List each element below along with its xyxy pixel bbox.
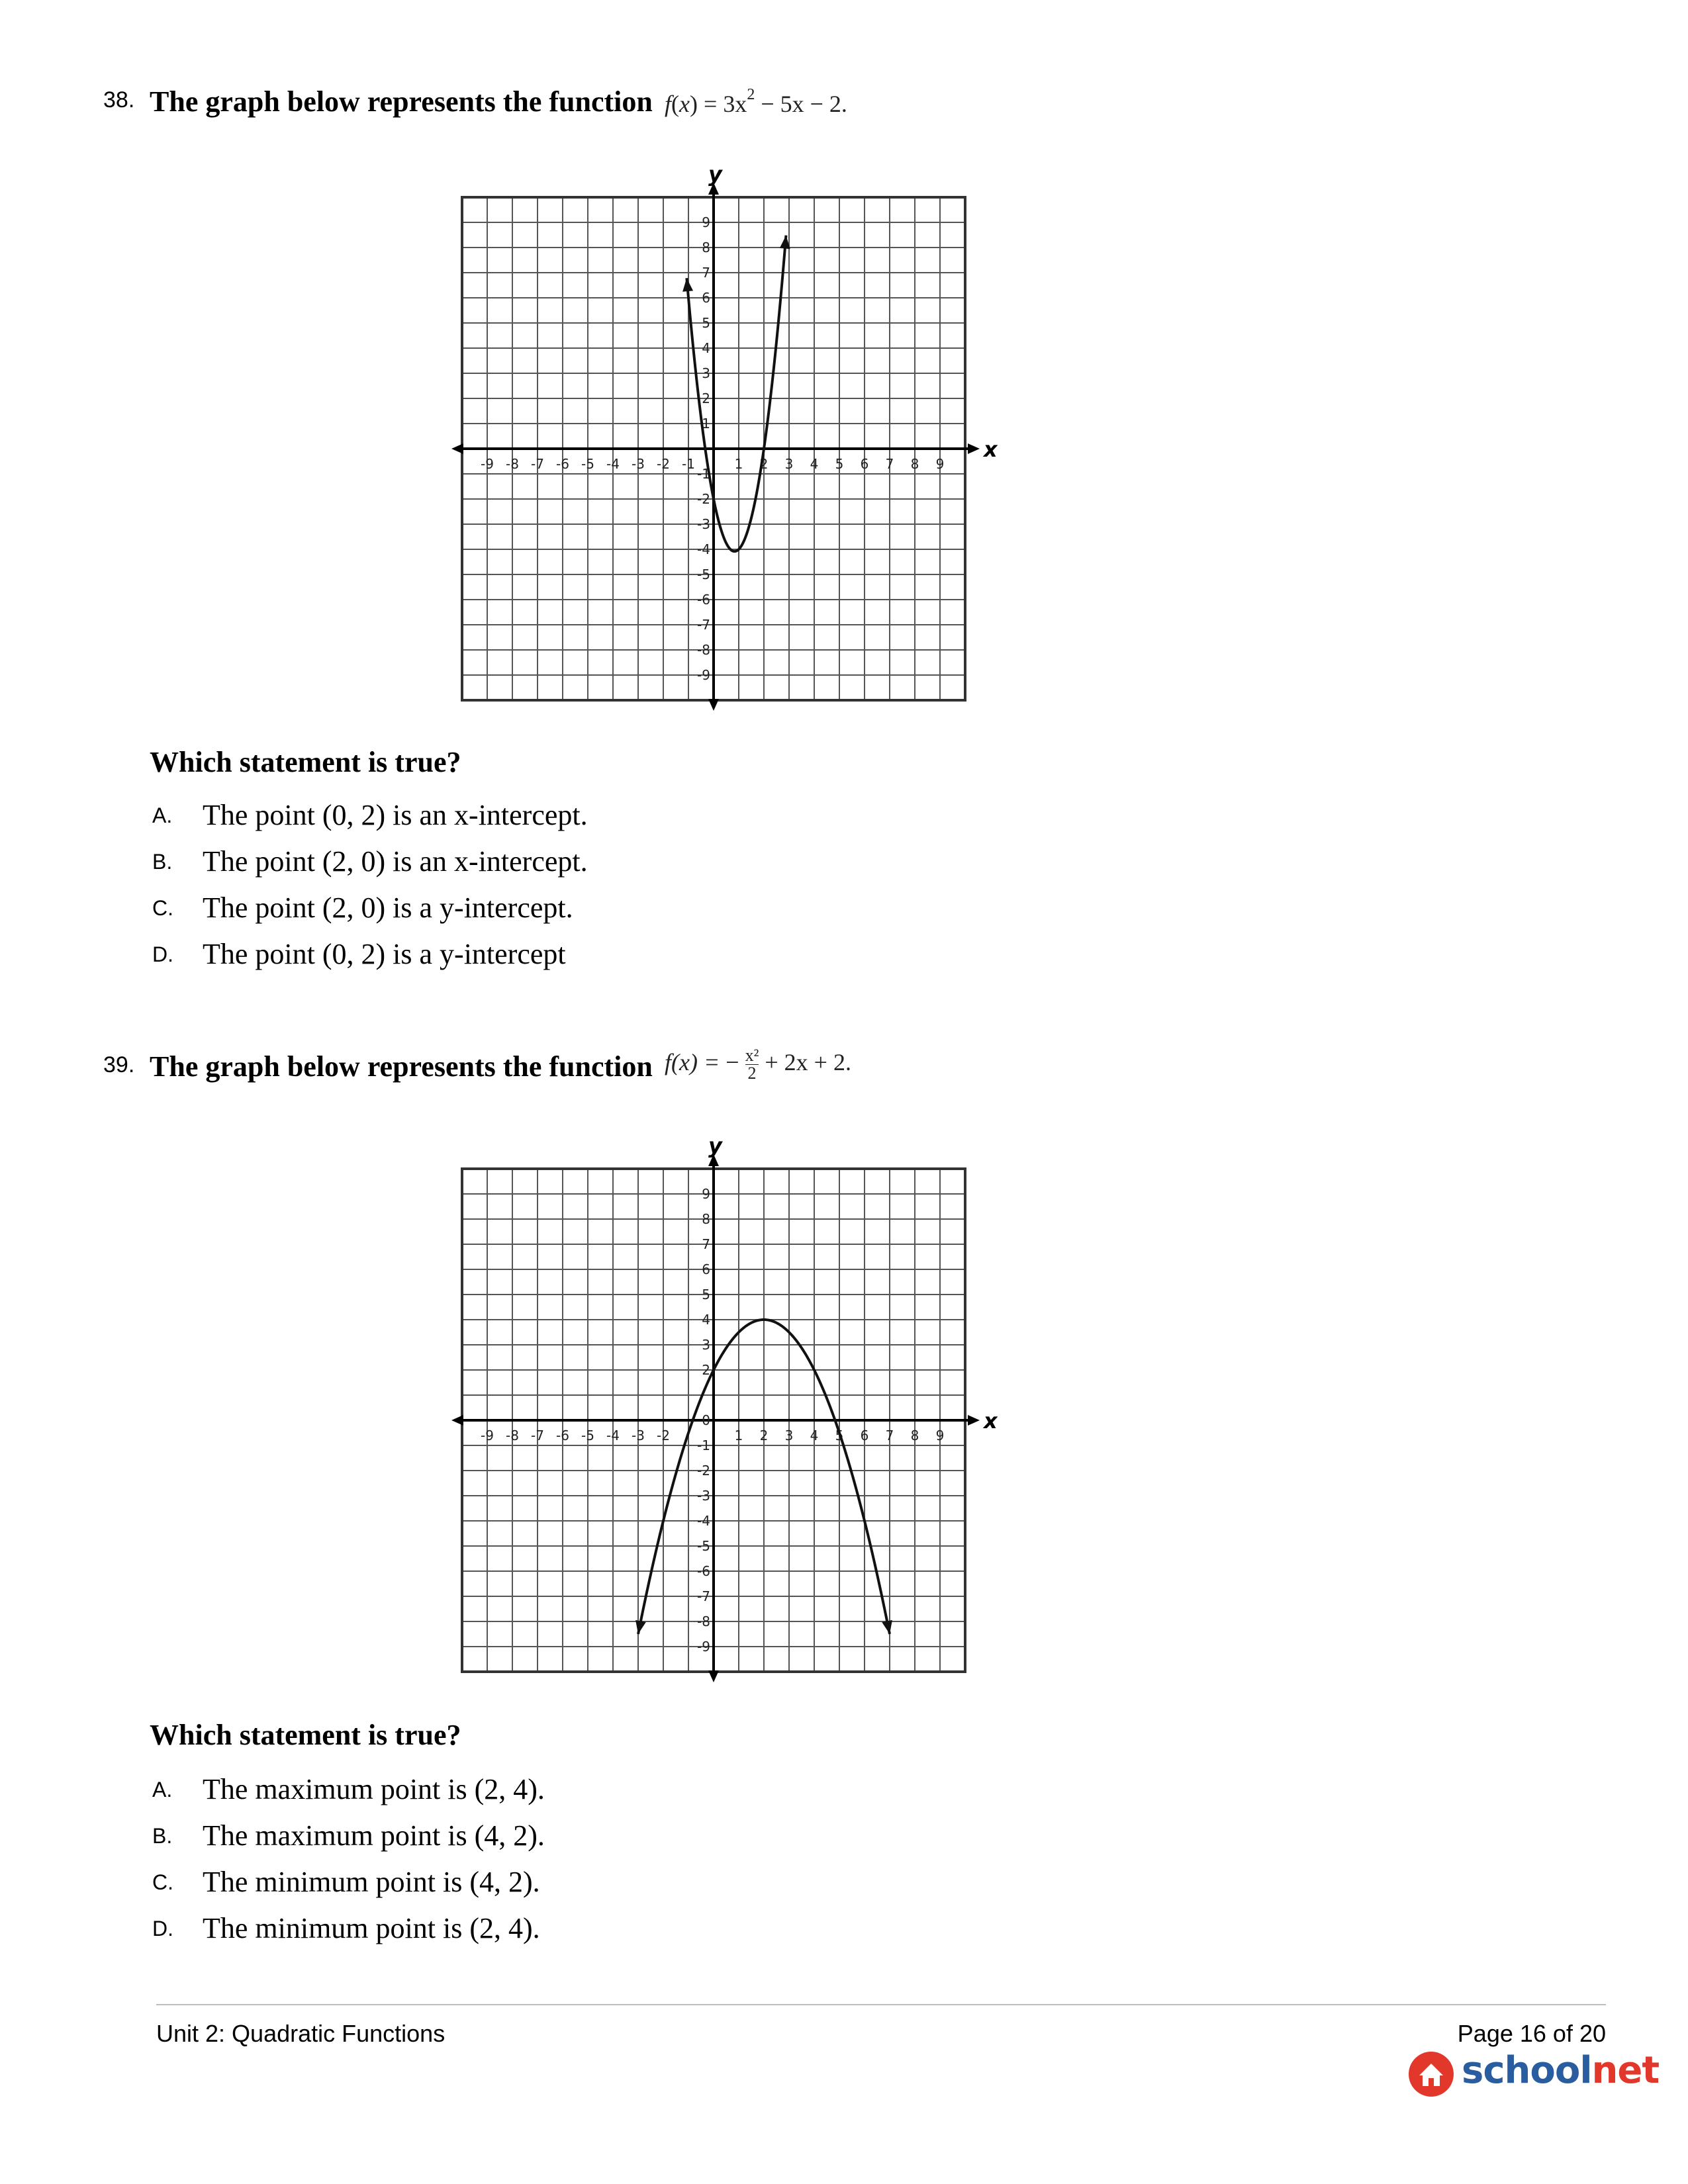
question-text: The graph below represents the function (150, 1050, 653, 1083)
y-tick-label: 2 (702, 390, 710, 406)
y-tick-label: 0 (702, 1412, 710, 1428)
x-tick-label: 7 (885, 1428, 894, 1443)
x-tick-label: 4 (810, 456, 819, 472)
question-prompt: Which statement is true? (150, 1719, 461, 1751)
y-tick-label: -4 (697, 1513, 710, 1529)
x-axis-arrow (968, 1415, 980, 1426)
footer-page: Page 16 of 20 (1457, 2020, 1606, 2047)
option-b[interactable]: The maximum point is (4, 2). (203, 1819, 545, 1852)
option-letter: B. (152, 1824, 173, 1848)
y-tick-label: 7 (702, 1236, 710, 1252)
curve-arrow (681, 277, 693, 291)
footer-unit: Unit 2: Quadratic Functions (156, 2020, 445, 2047)
y-tick-label: -6 (697, 592, 710, 608)
y-tick-label: -9 (697, 667, 710, 683)
y-axis-label: y (708, 161, 722, 187)
graph-q39 (437, 1133, 998, 1693)
y-tick-label: -2 (697, 1463, 710, 1479)
x-tick-label: 8 (910, 1428, 919, 1443)
y-tick-label: -6 (697, 1563, 710, 1579)
x-tick-label: -8 (506, 1428, 519, 1443)
x-tick-label: 1 (734, 456, 743, 472)
x-tick-label: 2 (759, 1428, 769, 1443)
y-tick-label: -7 (697, 617, 710, 633)
x-tick-label: 2 (759, 456, 769, 472)
graph-q38 (437, 161, 998, 721)
x-tick-label: 3 (784, 1428, 794, 1443)
x-tick-label: -5 (581, 1428, 594, 1443)
y-tick-label: -5 (697, 567, 710, 582)
schoolnet-logo (1407, 2049, 1660, 2098)
x-tick-label: 6 (860, 1428, 869, 1443)
x-tick-label: -7 (531, 456, 544, 472)
y-tick-label: 5 (702, 1287, 710, 1302)
option-c[interactable]: The point (2, 0) is a y-intercept. (203, 891, 573, 924)
y-tick-label: 9 (702, 214, 710, 230)
y-tick-label: 9 (702, 1186, 710, 1202)
x-axis-label: x (984, 1408, 998, 1433)
y-tick-label: 7 (702, 265, 710, 281)
y-tick-label: 8 (702, 240, 710, 255)
y-tick-label: 2 (702, 1362, 710, 1378)
x-tick-label: -2 (657, 456, 670, 472)
y-tick-label: -1 (697, 466, 710, 482)
y-tick-label: 6 (702, 1261, 710, 1277)
question-number: 38. (103, 87, 135, 113)
x-tick-label: -6 (556, 456, 569, 472)
x-tick-label: -5 (581, 456, 594, 472)
y-tick-label: -8 (697, 642, 710, 658)
y-tick-label: -3 (697, 516, 710, 532)
x-tick-label: 1 (734, 1428, 743, 1443)
x-tick-label: 4 (810, 1428, 819, 1443)
y-tick-label: 3 (702, 365, 710, 381)
y-tick-label: -5 (697, 1538, 710, 1554)
y-tick-label: -8 (697, 1614, 710, 1629)
x-tick-label: 3 (784, 456, 794, 472)
x-tick-label: 9 (935, 456, 945, 472)
x-tick-label: 5 (835, 1428, 844, 1443)
x-tick-label: 8 (910, 456, 919, 472)
y-tick-label: 4 (702, 1312, 710, 1328)
y-tick-label: 8 (702, 1211, 710, 1227)
y-tick-label: -9 (697, 1639, 710, 1655)
x-axis-arrow (968, 443, 980, 454)
x-tick-label: -3 (632, 1428, 645, 1443)
x-tick-label: 7 (885, 456, 894, 472)
x-tick-label: -4 (606, 1428, 620, 1443)
y-tick-label: 6 (702, 290, 710, 306)
y-tick-label: 4 (702, 340, 710, 356)
option-d[interactable]: The point (0, 2) is a y-intercept (203, 938, 566, 970)
option-a[interactable]: The maximum point is (2, 4). (203, 1773, 545, 1805)
x-tick-label: -1 (682, 456, 695, 472)
question-formula: f(x) = − $\frac{\text{x²}}{2}$ + 2x + 2. (665, 1046, 851, 1083)
question-number: 39. (103, 1052, 135, 1077)
x-tick-label: -8 (506, 456, 519, 472)
option-a[interactable]: The point (0, 2) is an x-intercept. (203, 799, 588, 831)
y-tick-label: -2 (697, 491, 710, 507)
x-tick-label: -9 (481, 456, 494, 472)
x-axis-label: x (984, 437, 998, 462)
y-axis-arrow (708, 699, 719, 711)
x-tick-label: 9 (935, 1428, 945, 1443)
option-letter: A. (152, 1778, 173, 1801)
x-tick-label: -9 (481, 1428, 494, 1443)
option-letter: D. (152, 942, 173, 966)
home-icon (1407, 2050, 1455, 2098)
x-axis-arrow (451, 443, 463, 454)
option-letter: D. (152, 1917, 173, 1940)
y-tick-label: -1 (697, 1437, 710, 1453)
option-c[interactable]: The minimum point is (4, 2). (203, 1866, 540, 1898)
y-tick-label: 1 (702, 416, 710, 432)
y-tick-label: 5 (702, 315, 710, 331)
footer-divider (156, 2004, 1606, 2005)
option-d[interactable]: The minimum point is (2, 4). (203, 1912, 540, 1944)
y-axis-label: y (708, 1133, 722, 1158)
y-tick-label: -4 (697, 541, 710, 557)
x-tick-label: 5 (835, 456, 844, 472)
option-letter: B. (152, 850, 173, 874)
x-axis-arrow (451, 1415, 463, 1426)
option-letter: C. (152, 1870, 173, 1894)
x-tick-label: -6 (556, 1428, 569, 1443)
y-tick-label: -7 (697, 1588, 710, 1604)
y-axis-arrow (708, 1670, 719, 1682)
x-tick-label: -3 (632, 456, 645, 472)
option-letter: C. (152, 896, 173, 920)
x-tick-label: -4 (606, 456, 620, 472)
question-prompt: Which statement is true? (150, 746, 461, 778)
x-tick-label: 6 (860, 456, 869, 472)
question-text: The graph below represents the function (150, 85, 653, 118)
logo-wordmark: schoolnet (1462, 2049, 1660, 2092)
option-b[interactable]: The point (2, 0) is an x-intercept. (203, 845, 588, 878)
y-tick-label: -3 (697, 1488, 710, 1504)
x-tick-label: -2 (657, 1428, 670, 1443)
y-tick-label: 3 (702, 1337, 710, 1353)
option-letter: A. (152, 803, 173, 827)
question-formula: $f(x) = 3x^2 - 5x - 2$. (665, 86, 847, 117)
x-tick-label: -7 (531, 1428, 544, 1443)
